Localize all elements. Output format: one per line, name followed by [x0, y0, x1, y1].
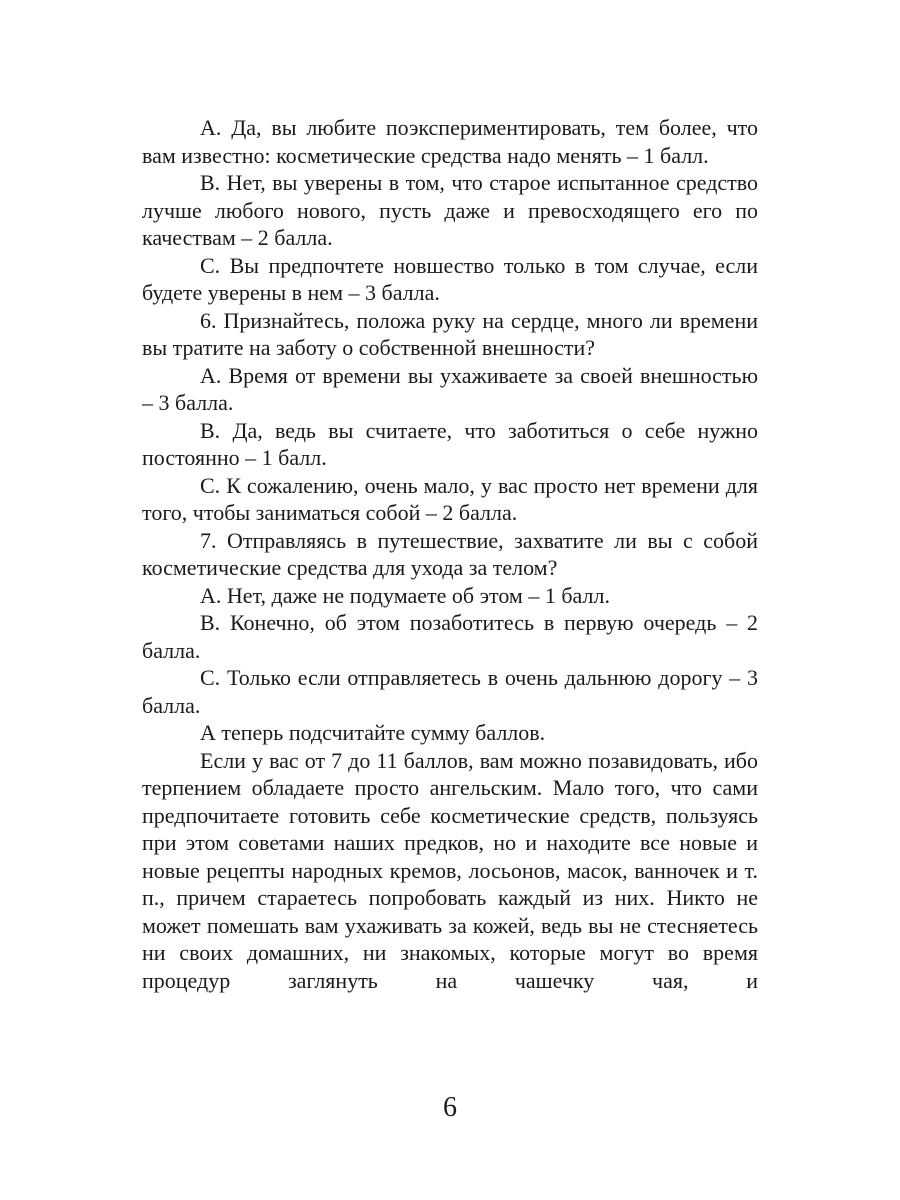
instruction-sum: А теперь подсчитайте сумму баллов. — [200, 720, 546, 745]
page-body — [142, 114, 758, 994]
page-number: 6 — [443, 1092, 457, 1123]
answer-7c: С. Только если отправляетесь в очень дальнюю дорогу – 3 балла. — [142, 665, 758, 718]
result-7-11: Если у вас от 7 до 11 баллов, вам можно позавидовать, ибо терпением обладаете просто ангельским. Мало того, что сами предпочитаете готовить себе косметические средств, пользуясь при этом советами наших предков, но и находите все новые и новые рецепты народных кремов, лосьонов, масок, ванночек и т. п., причем стараетесь попробовать каждый из них. Никто не может помешать вам ухаживать за кожей, ведь вы не стесняетесь ни своих домашних, ни знакомых, которые могут во время процедур заглянуть на чашечку чая, и — [142, 747, 758, 993]
question-6: 6. Признайтесь, положа руку на сердце, много ли времени вы тратите на заботу о собственной внешности? — [142, 307, 758, 360]
answer-6b: В. Да, ведь вы считаете, что заботиться о себе нужно постоянно – 1 балл. — [142, 417, 758, 470]
answer-5a: А. Да, вы любите поэкспериментировать, тем более, что вам известно: косметические средства надо менять – 1 балл. — [142, 115, 758, 168]
answer-7a: А. Нет, даже не подумаете об этом – 1 балл. — [200, 582, 610, 608]
answer-6c: С. К сожалению, очень мало, у вас просто нет времени для того, чтобы заниматься собой – 2 балла. — [142, 472, 758, 525]
answer-5b: В. Нет, вы уверены в том, что старое испытанное средство лучше любого нового, пусть даже и превосходящего его по качествам – 2 балла. — [142, 170, 758, 250]
answer-7b: В. Конечно, об этом позаботитесь в первую очередь – 2 балла. — [142, 610, 758, 663]
question-7: 7. Отправляясь в путешествие, захватите ли вы с собой косметические средства для ухода за телом? — [142, 527, 758, 580]
answer-6a: А. Время от времени вы ухаживаете за своей внешностью – 3 балла. — [142, 362, 758, 415]
answer-5c: С. Вы предпочтете новшество только в том случае, если будете уверены в нем – 3 балла. — [142, 252, 758, 305]
